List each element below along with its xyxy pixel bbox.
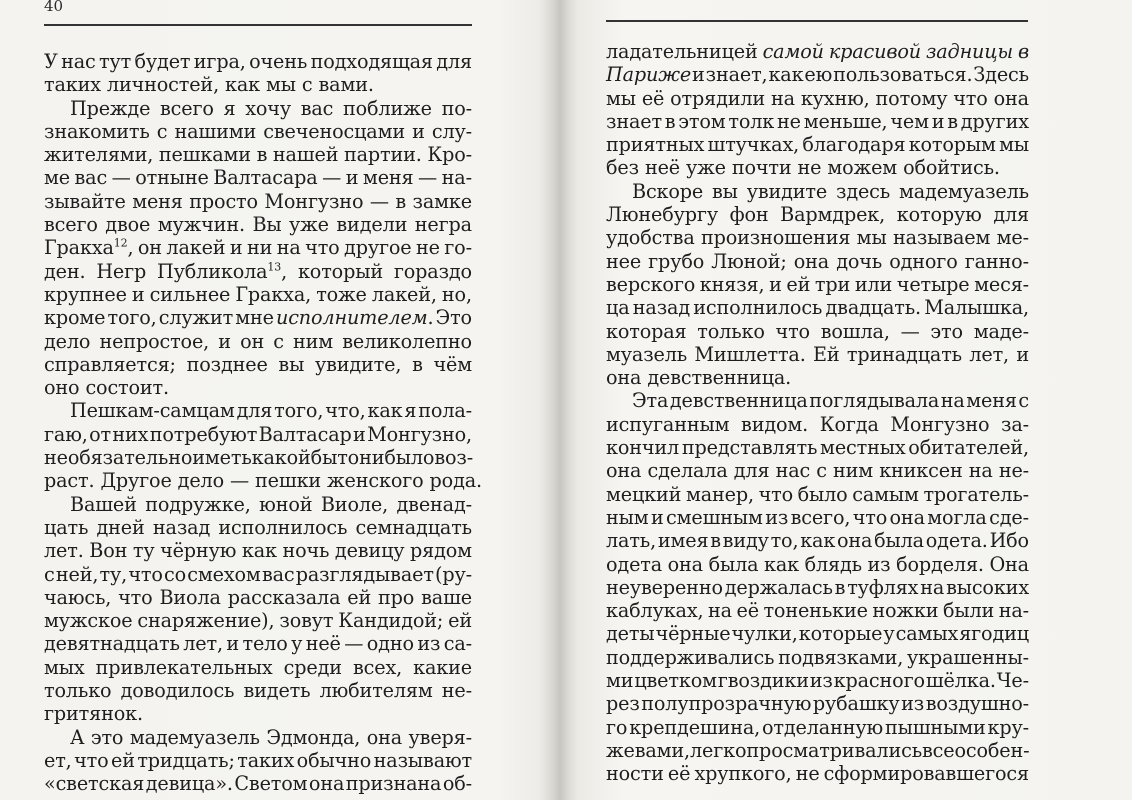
text-line: Люнебургу фон Вармдрек, которую для: [606, 203, 1029, 227]
text-line: знает в этом толк не меньше, чем и в других: [606, 109, 1029, 133]
text-line: гритянок.: [44, 702, 143, 726]
text-line: жителями, пешками в нашей партии. Кро-: [44, 143, 472, 167]
text-line: мы её отрядили на кухню, потому что она: [606, 86, 1029, 110]
text-line: раст. Другое дело — пешки женского рода.: [44, 469, 482, 493]
text-line: верского князя, и ей три или четыре меся-: [606, 272, 1029, 296]
text-line: кончил представлять местных обитателей,: [606, 436, 1029, 460]
left-page-text: [44, 50, 482, 796]
text-line: ности её хрупкого, не сформировавшегося: [606, 762, 1029, 786]
text-line: лет. Вон ту чёрную как ночь девицу рядом: [44, 539, 472, 563]
right-page-text: [606, 40, 1029, 786]
text-line: ме вас — отныне Валтасара — и меня — на-: [44, 166, 472, 190]
header-rule: [606, 20, 1028, 22]
text-line: ца назад исполнилось двадцать. Малышка,: [606, 296, 1029, 320]
page-number: 40: [44, 0, 64, 15]
text-line: таких личностей, как мы с вами.: [44, 73, 374, 97]
text-line: рез полупрозрачную рубашку из воздушно-: [606, 692, 1029, 716]
text-line: она сделала для нас с ним книксен на не-: [606, 459, 1029, 483]
text-line: мецкий манер, что было самым трогатель-: [606, 482, 1029, 506]
text-line: оно состоит.: [44, 376, 169, 400]
text-line: мужское снаряжение), зовут Кандидой; ей: [44, 609, 472, 633]
text-line: дело непростое, и он с ним великолепно: [44, 329, 472, 353]
text-line: удобства произношения мы называем ме-: [606, 226, 1029, 250]
text-line: Париже и знает, как ею пользоваться. Здесь: [606, 63, 1029, 87]
text-line: знакомить с нашими свеченосцами и слу-: [44, 119, 472, 143]
text-line: она девственница.: [606, 366, 792, 390]
text-line: Эта девственница поглядывала на меня с: [632, 389, 1029, 413]
text-line: без неё уже почти не можем обойтись.: [606, 156, 1000, 180]
text-line: ден. Негр Публикола$^{13}$, который гораздо: [44, 259, 472, 283]
text-line: Вскоре вы увидите здесь мадемуазель: [632, 179, 1029, 203]
text-line: с ней, ту, что со смехом вас разглядывает (ру-: [44, 562, 472, 586]
text-line: не обязательно иметь какой бы то ни было воз-: [44, 446, 474, 470]
text-line: гаю, от них потребуют Валтасар и Монгузно,: [44, 422, 472, 446]
text-line: У нас тут будет игра, очень подходящая для: [44, 50, 472, 73]
text-line: ным и смешным из всего, что она могла сде-: [606, 505, 1029, 529]
header-rule: [44, 24, 472, 26]
text-line: Прежде всего я хочу вас поближе по-: [70, 96, 472, 120]
text-line: одета она была как блядь из борделя. Она: [606, 552, 1029, 576]
text-line: всего двое мужчин. Вы уже видели негра: [44, 213, 472, 237]
text-line: неуверенно держалась в туфлях на высоких: [606, 575, 1029, 599]
text-line: деты чёрные чулки, которые у самых ягодиц: [606, 622, 1029, 646]
text-line: цать дней назад исполнилось семнадцать: [44, 515, 472, 539]
text-line: справляется; позднее вы увидите, в чём: [44, 352, 472, 376]
text-line: чаюсь, что Виола рассказала ей про ваше: [44, 585, 472, 609]
text-line: Гракха$^{12}$, он лакей и ни на что другое не го-: [44, 236, 472, 260]
text-line: девятнадцать лет, и тело у неё — одно из са-: [44, 632, 472, 656]
text-line: лать, имея в виду то, как она была одета. Ибо: [606, 529, 1029, 553]
text-line: крупнее и сильнее Гракха, тоже лакей, но,: [44, 282, 472, 306]
text-line: А это мадемуазель Эдмонда, она уверя-: [70, 725, 472, 749]
text-line: муазель Мишлетта. Ей тринадцать лет, и: [606, 342, 1029, 366]
left-page: [0, 0, 545, 800]
text-line: кроме того, служит мне исполнителем. Это: [44, 306, 472, 330]
text-line: Пешкам-самцам для того, что, как я пола-: [70, 399, 472, 423]
text-line: го крепдешина, отделанную пышными кру-: [606, 715, 1029, 739]
text-line: мых привлекательных среди всех, какие: [44, 655, 472, 679]
text-line: испуганным видом. Когда Монгузно за-: [606, 412, 1029, 436]
text-line: приятных штучках, благодаря которым мы: [606, 133, 1029, 157]
text-line: ладательницей самой красивой задницы в: [606, 40, 1029, 63]
text-line: «светская девица». Светом она признана об-: [44, 772, 472, 796]
text-line: ет, что ей тридцать; таких обычно называют: [44, 748, 472, 772]
text-line: зывайте меня просто Монгузно — в замке: [44, 189, 472, 213]
right-page: [566, 0, 1132, 800]
text-line: нее грубо Люной; она дочь одного ганно-: [606, 249, 1029, 273]
text-line: поддерживались подвязками, украшенны-: [606, 645, 1029, 669]
text-line: Вашей подружке, юной Виоле, двенад-: [70, 492, 472, 516]
text-line: ми цветком гвоздики из красного шёлка. Че-: [606, 669, 1029, 693]
text-line: только доводилось видеть любителям не-: [44, 679, 472, 703]
text-line: которая только что вошла, — это маде-: [606, 319, 1029, 343]
text-line: жевами, легко просматривались все особен-: [606, 738, 1030, 762]
text-line: каблуках, на её тоненькие ножки были на-: [606, 599, 1029, 623]
